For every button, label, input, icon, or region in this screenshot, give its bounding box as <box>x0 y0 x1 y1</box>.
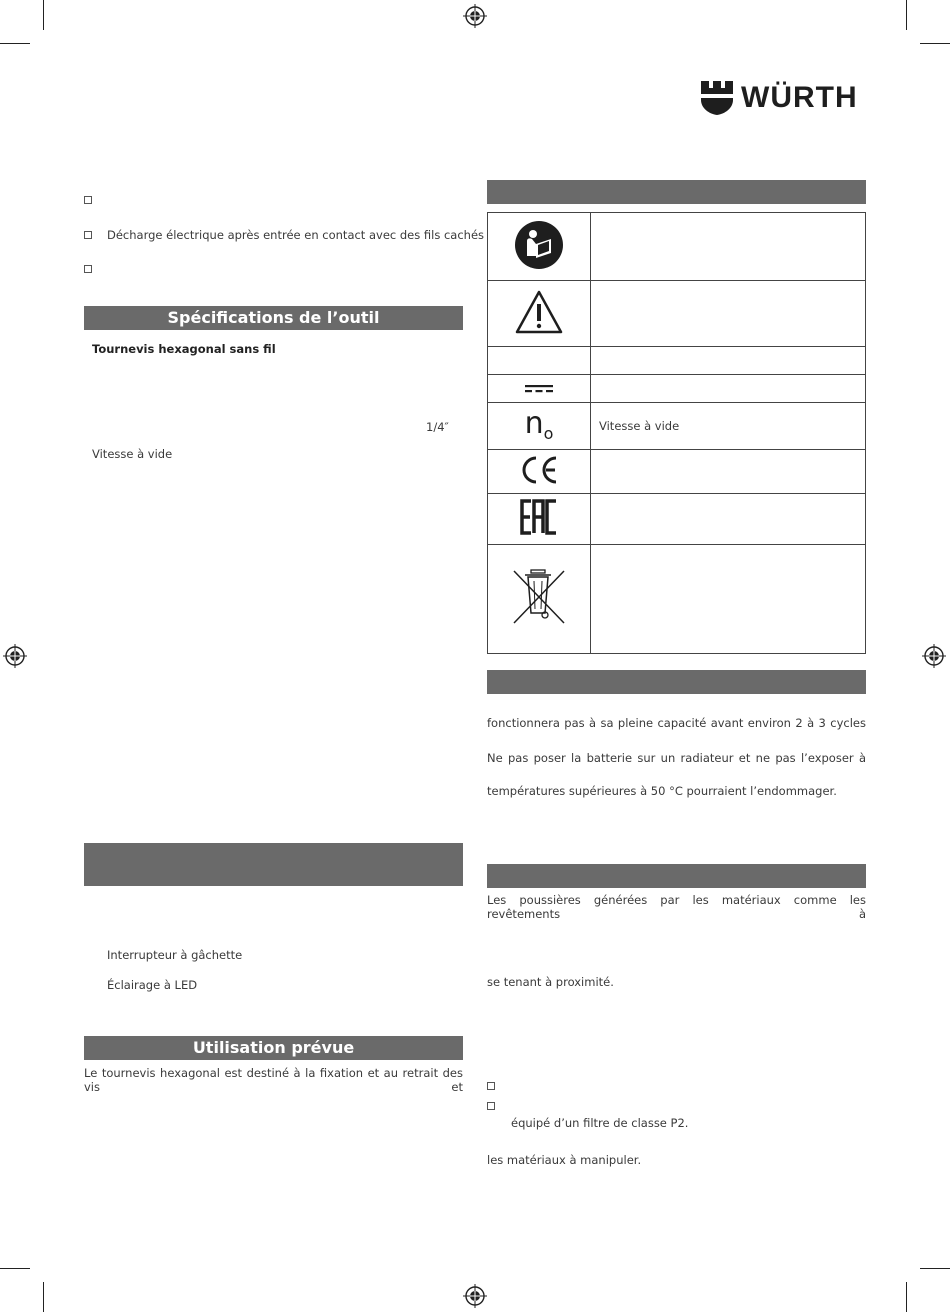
checkbox-icon <box>84 265 92 273</box>
speed-symbol: n <box>524 406 544 441</box>
symbol-row <box>488 375 866 403</box>
chuck-size-value: 1/4″ <box>426 420 449 434</box>
brand-name: WÜRTH <box>741 81 858 114</box>
symbol-row <box>488 347 866 375</box>
symbol-description <box>591 545 866 654</box>
crossed-bin-icon <box>511 567 567 627</box>
eac-mark-icon <box>520 499 558 535</box>
crop-mark <box>920 1268 950 1269</box>
battery-text-line: fonctionnera pas à sa pleine capacité avant environ 2 à 3 cycles <box>487 716 866 730</box>
ce-mark-icon <box>518 454 560 486</box>
section-header-bar <box>84 843 463 886</box>
dust-text-line: équipé d’un filtre de classe P2. <box>511 1116 689 1130</box>
section-header-bar <box>487 670 866 694</box>
symbol-description: Vitesse à vide <box>591 403 866 450</box>
registration-mark-icon <box>463 1284 487 1308</box>
no-load-speed-label: Vitesse à vide <box>92 447 173 461</box>
symbol-description <box>591 347 866 375</box>
section-header-bar <box>487 864 866 888</box>
crop-mark <box>906 0 907 30</box>
intended-use-text: Le tournevis hexagonal est destiné à la fixation et au retrait des vis et <box>84 1066 463 1094</box>
section-title-intended-use: Utilisation prévue <box>84 1036 463 1060</box>
crop-mark <box>43 0 44 30</box>
crop-mark <box>920 43 950 44</box>
dust-text-line: les matériaux à manipuler. <box>487 1153 642 1167</box>
brand-logo <box>700 80 858 116</box>
registration-mark-icon <box>463 4 487 28</box>
component-item: Éclairage à LED <box>107 978 198 992</box>
symbol-description <box>591 213 866 281</box>
component-item: Interrupteur à gâchette <box>107 948 243 962</box>
symbol-row <box>488 494 866 545</box>
symbol-description <box>591 450 866 494</box>
symbol-description <box>591 281 866 347</box>
registration-mark-icon <box>3 644 27 668</box>
crop-mark <box>0 1268 30 1269</box>
dust-text-line: Les poussières générées par les matériaux comme les revêtements à <box>487 893 866 921</box>
section-header-bar <box>487 180 866 204</box>
checkbox-icon <box>487 1082 495 1090</box>
dust-text-line: se tenant à proximité. <box>487 975 614 989</box>
symbol-description <box>591 375 866 403</box>
battery-text-line: Ne pas poser la batterie sur un radiateur et ne pas l’exposer à <box>487 751 866 765</box>
symbol-row <box>488 545 866 654</box>
battery-text-line: températures supérieures à 50 °C pourraient l’endommager. <box>487 784 837 798</box>
registration-mark-icon <box>922 644 946 668</box>
hazard-list-item: Décharge électrique après entrée en contact avec des fils cachés <box>107 228 485 242</box>
crop-mark <box>43 1282 44 1312</box>
checkbox-icon <box>84 196 92 204</box>
crop-mark <box>906 1282 907 1312</box>
section-title-specifications: Spécifications de l’outil <box>84 306 463 330</box>
product-name: Tournevis hexagonal sans fil <box>92 342 276 356</box>
symbol-row <box>488 450 866 494</box>
checkbox-icon <box>487 1102 495 1110</box>
read-manual-icon <box>514 220 564 270</box>
symbols-table <box>487 212 866 654</box>
symbol-row <box>488 213 866 281</box>
checkbox-icon <box>84 231 92 239</box>
symbol-description <box>591 494 866 545</box>
no-load-speed-icon <box>525 406 554 441</box>
symbol-row <box>488 403 866 450</box>
symbol-row <box>488 281 866 347</box>
wurth-castle-icon <box>700 80 734 116</box>
speed-subscript: o <box>543 424 554 443</box>
warning-triangle-icon <box>514 289 564 335</box>
direct-current-icon <box>524 384 554 394</box>
crop-mark <box>0 43 30 44</box>
